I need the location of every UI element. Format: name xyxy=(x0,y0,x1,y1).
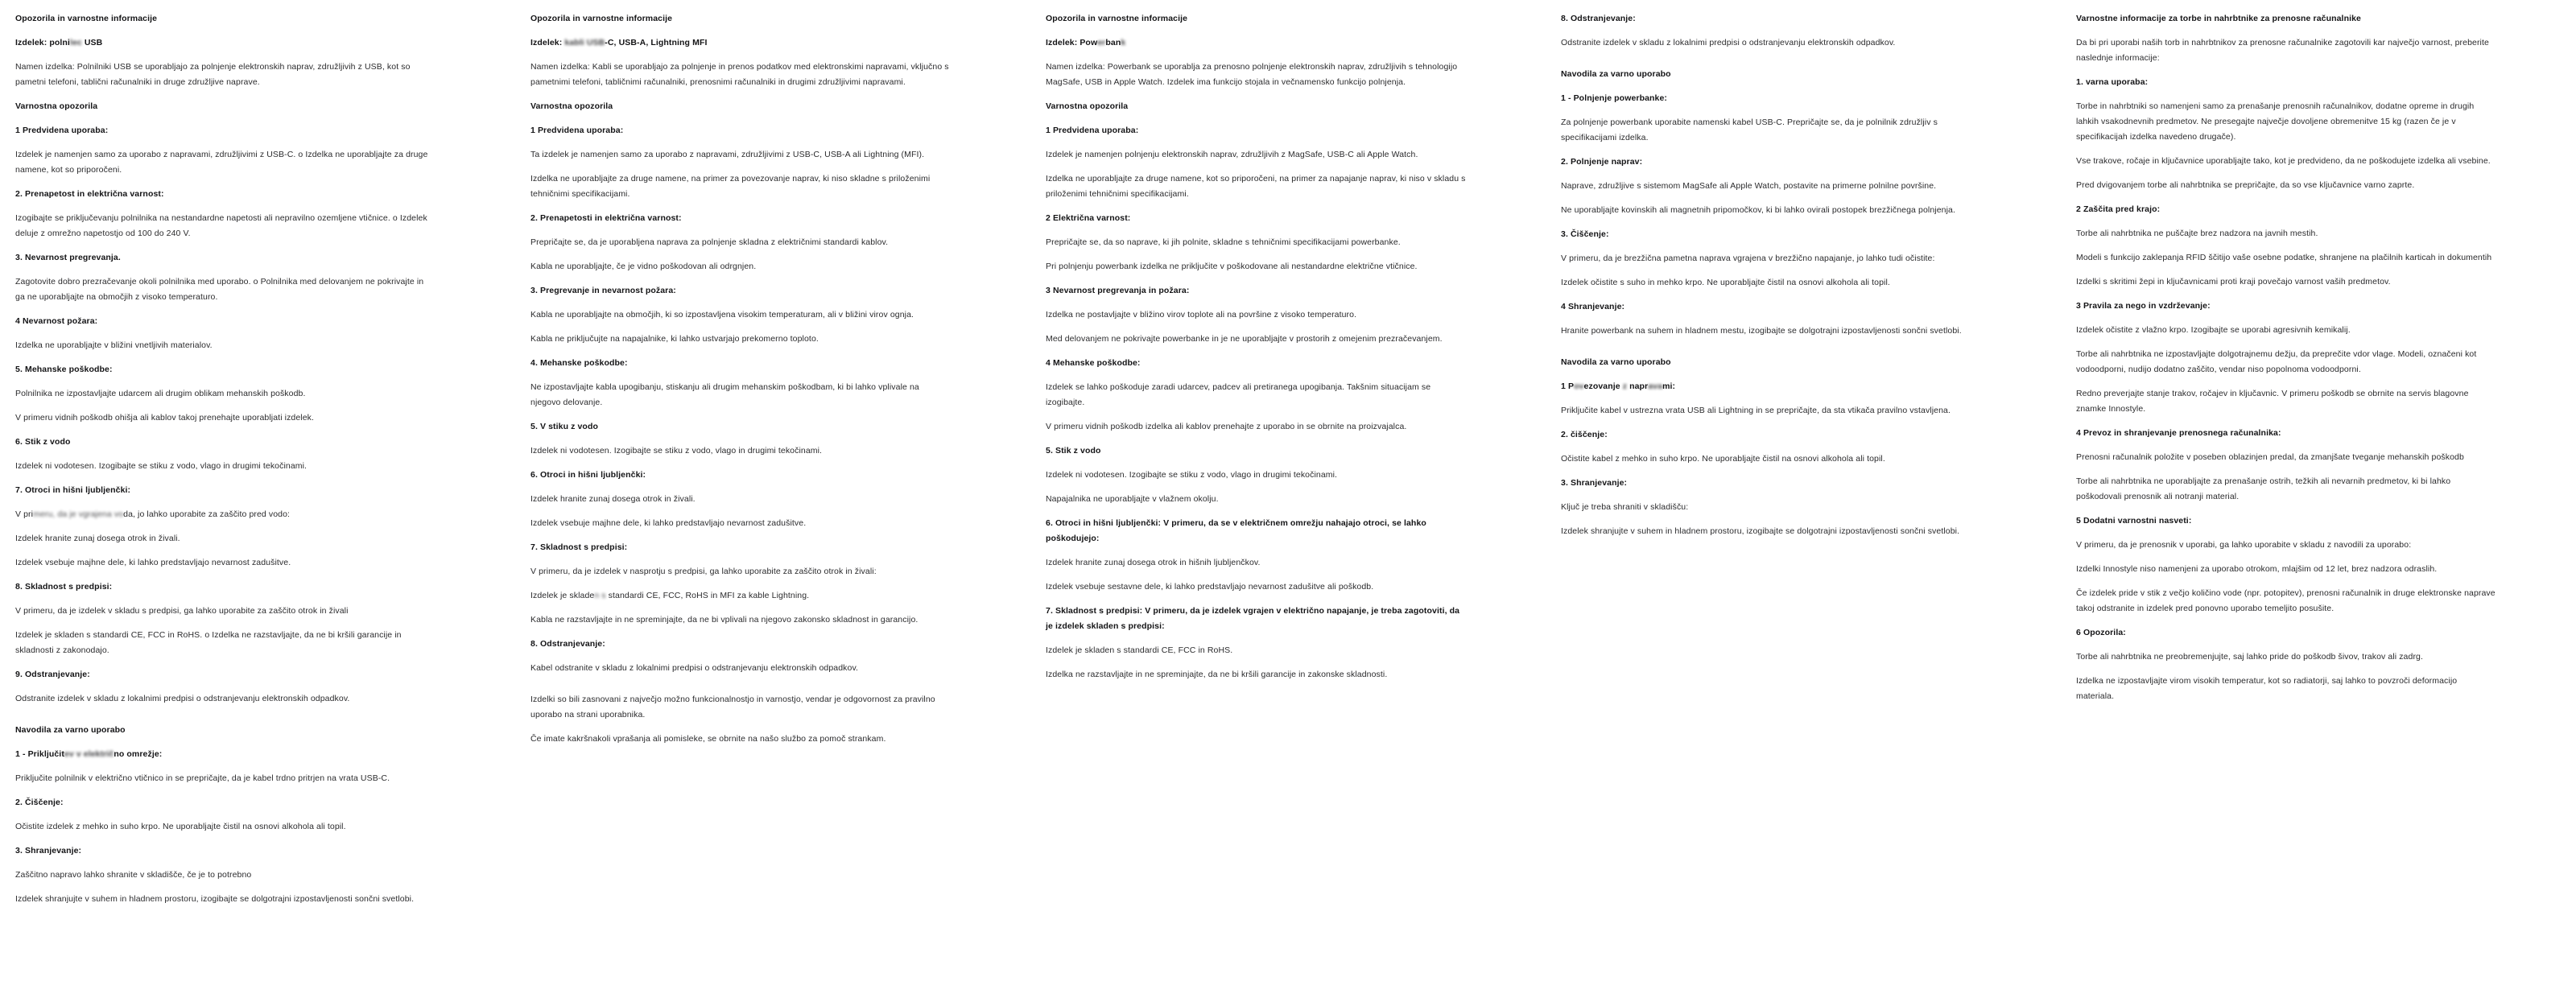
paragraph: Kabla ne razstavljajte in ne spreminjajte, da ne bi vplivali na njegovo zakonsko skladnost in garancijo. xyxy=(530,615,919,625)
paragraph: Izdelek shranjujte v suhem in hladnem prostoru, izogibajte se dolgotrajni izpostavljenosti sončni svetlobi. xyxy=(1561,526,1960,536)
blurred-text: z xyxy=(1622,381,1628,391)
section-heading: 8. Skladnost s predpisi: xyxy=(15,582,113,592)
section-heading: 4 Mehanske poškodbe: xyxy=(1046,358,1141,368)
paragraph: Torbe in nahrbtniki so namenjeni samo za prenašanje prenosnih računalnikov, dodatne opreme in drugih lahkih vsakodnevnih predmetov. Ne presegajte največje dovoljene obremenitve 15 kg (razen če je v specifikacijah izdelka navedeno drugače). xyxy=(2076,101,2475,142)
text-segment: Izdelek: polni xyxy=(15,38,70,47)
text-segment: Izdelek: xyxy=(530,38,565,47)
paragraph: Torbe ali nahrbtnika ne izpostavljajte dolgotrajnemu dežju, da preprečite vdor vlage. Modeli, označeni kot vodoodporni, nudijo dodatno zaščito, vendar niso popolnoma vodoodporni. xyxy=(2076,349,2477,374)
section-heading: 2. Polnjenje naprav: xyxy=(1561,157,1643,167)
paragraph: Med delovanjem ne pokrivajte powerbanke in je ne uporabljajte v prostorih z omejenim prezračevanjem. xyxy=(1046,334,1443,344)
blurred-text: lec xyxy=(69,38,82,47)
text-segment: 1 - Priključit xyxy=(15,749,64,759)
paragraph: Za polnjenje powerbank uporabite namenski kabel USB-C. Prepričajte se, da je polnilnik združljiv s specifikacijami izdelka. xyxy=(1561,118,1938,142)
section-heading xyxy=(530,35,951,51)
section-heading: Navodila za varno uporabo xyxy=(15,725,126,735)
paragraph: Odstranite izdelek v skladu z lokalnimi predpisi o odstranjevanju elektronskih odpadkov. xyxy=(1561,38,1896,47)
paragraph: Namen izdelka: Kabli se uporabljajo za polnjenje in prenos podatkov med elektronskimi napravami, vključno s pametnimi telefoni, tabličnimi računalniki, prenosnimi računalniki in drugimi združljivimi napravami. xyxy=(530,62,949,87)
paragraph: Izdelka ne razstavljajte in ne spreminjajte, da ne bi kršili garancije in zakonske skladnosti. xyxy=(1046,670,1388,679)
paragraph: Kabla ne priključujte na napajalnike, ki lahko ustvarjajo prekomerno toploto. xyxy=(530,334,819,344)
blurred-text: ava xyxy=(1648,381,1663,391)
paragraph: Ključ je treba shraniti v skladišču: xyxy=(1561,502,1689,512)
paragraph: Prepričajte se, da so naprave, ki jih polnite, skladne s tehničnimi specifikacijami powerbanke. xyxy=(1046,237,1401,247)
paragraph: Priključite kabel v ustrezna vrata USB ali Lightning in se prepričajte, da sta vtikača pravilno vstavljena. xyxy=(1561,406,1951,415)
section-heading xyxy=(1561,379,1981,394)
paragraph: Torbe ali nahrbtnika ne uporabljajte za prenašanje ostrih, težkih ali nevarnih predmetov, ki bi lahko poškodovali prenosnik ali notranji material. xyxy=(2076,476,2451,501)
section-heading: 9. Odstranjevanje: xyxy=(15,670,90,679)
text-segment: ezovanje xyxy=(1583,381,1623,391)
paragraph: Izdelek ni vodotesen. Izogibajte se stiku z vodo, vlago in drugimi tekočinami. xyxy=(530,446,823,456)
section-heading: 3. Pregrevanje in nevarnost požara: xyxy=(530,286,676,295)
paragraph: V primeru, da je izdelek v nasprotju s predpisi, ga lahko uporabite za zaščito otrok in živali: xyxy=(530,567,877,576)
col-usb-cables xyxy=(530,11,951,756)
section-heading: 2. Prenapetosti in električna varnost: xyxy=(530,213,682,223)
section-heading: Navodila za varno uporabo xyxy=(1561,69,1671,79)
section-heading: 8. Odstranjevanje: xyxy=(530,639,605,649)
text-segment: Izdelek: Pow xyxy=(1046,38,1098,47)
section-heading: 6. Otroci in hišni ljubljenčki: V primeru, da se v električnem omrežju nahajajo otroci, se lahko poškodujejo: xyxy=(1046,518,1426,543)
paragraph: Izdelek shranjujte v suhem in hladnem prostoru, izogibajte se dolgotrajni izpostavljenosti sončni svetlobi. xyxy=(15,894,415,904)
paragraph: Izdelek hranite zunaj dosega otrok in živali. xyxy=(15,534,180,543)
section-heading: Navodila za varno uporabo xyxy=(1561,357,1671,367)
paragraph: Izdelek se lahko poškoduje zaradi udarcev, padcev ali pretiranega upogibanja. Takšnim situacijam se izogibajte. xyxy=(1046,382,1431,407)
paragraph: Vse trakove, ročaje in ključavnice uporabljajte tako, kot je predvideno, da ne poškodujete izdelka ali vsebine. xyxy=(2076,156,2491,166)
paragraph: V primeru vidnih poškodb ohišja ali kablov takoj prenehajte uporabljati izdelek. xyxy=(15,413,315,423)
paragraph: Izdelek očistite z vlažno krpo. Izogibajte se uporabi agresivnih kemikalij. xyxy=(2076,325,2351,335)
text-segment: napr xyxy=(1627,381,1649,391)
paragraph: V primeru vidnih poškodb izdelka ali kablov prenehajte z uporabo in se obrnite na proizvajalca. xyxy=(1046,422,1407,431)
paragraph: Izdelek ni vodotesen. Izogibajte se stiku z vodo, vlago in drugimi tekočinami. xyxy=(15,461,308,471)
paragraph: Izdelek vsebuje majhne dele, ki lahko predstavljajo nevarnost zadušitve. xyxy=(15,558,291,567)
paragraph: Prenosni računalnik položite v poseben oblazinjen predal, da zmanjšate tveganje mehanskih poškodb xyxy=(2076,452,2464,462)
paragraph: Izdelek vsebuje majhne dele, ki lahko predstavljajo nevarnost zadušitve. xyxy=(530,518,807,528)
paragraph: Izdelki so bili zasnovani z največjo možno funkcionalnostjo in varnostjo, vendar je odgovornost za pravilno uporabo na strani uporabnika. xyxy=(530,695,935,719)
text-segment: USB xyxy=(81,38,103,47)
section-heading: 5. Mehanske poškodbe: xyxy=(15,365,113,374)
col-powerbank xyxy=(1046,11,1466,691)
section-heading: 2. čiščenje: xyxy=(1561,430,1608,439)
text-segment: 1 P xyxy=(1561,381,1575,391)
paragraph: Ne izpostavljajte kabla upogibanju, stiskanju ali drugim mehanskim poškodbam, ki bi lahko vplivale na njegovo delovanje. xyxy=(530,382,919,407)
section-heading xyxy=(15,747,436,762)
col-usb-charger xyxy=(15,11,436,916)
paragraph: Očistite izdelek z mehko in suho krpo. Ne uporabljajte čistil na osnovi alkohola ali topil. xyxy=(15,822,346,831)
paragraph: Izdelek hranite zunaj dosega otrok in hišnih ljubljenčkov. xyxy=(1046,558,1261,567)
document-title: Opozorila in varnostne informacije xyxy=(15,14,158,23)
section-heading: 4 Prevoz in shranjevanje prenosnega računalnika: xyxy=(2076,428,2281,438)
text-segment: V pri xyxy=(15,509,34,519)
section-heading: Varnostna opozorila xyxy=(530,101,613,111)
section-heading: 3 Pravila za nego in vzdrževanje: xyxy=(2076,301,2211,311)
paragraph xyxy=(530,588,951,604)
paragraph: Prepričajte se, da je uporabljena naprava za polnjenje skladna z električnimi standardi kablov. xyxy=(530,237,889,247)
section-heading: 5. V stiku z vodo xyxy=(530,422,598,431)
section-heading: 6. Otroci in hišni ljubljenčki: xyxy=(530,470,646,480)
section-heading: 1. varna uporaba: xyxy=(2076,77,2149,87)
text-segment: -C, USB-A, Lightning MFI xyxy=(605,38,708,47)
paragraph: Pri polnjenju powerbank izdelka ne priključite v poškodovane ali nestandardne električne vtičnice. xyxy=(1046,262,1418,271)
paragraph: Izdelka ne izpostavljajte virom visokih temperatur, kot so radiatorji, saj lahko to povzroči deformacijo materiala. xyxy=(2076,676,2458,701)
paragraph: Redno preverjajte stanje trakov, ročajev in ključavnic. V primeru poškodb se obrnite na servis blagovne znamke Innostyle. xyxy=(2076,389,2469,414)
paragraph: Izdelek je skladen s standardi CE, FCC in RoHS. xyxy=(1046,645,1233,655)
document-title: Varnostne informacije za torbe in nahrbtnike za prenosne računalnike xyxy=(2076,14,2361,23)
paragraph: Izdelka ne uporabljajte za druge namene, na primer za povezovanje naprav, ki niso skladne s priloženimi tehničnimi specifikacijami. xyxy=(530,174,931,199)
paragraph: Izdelek je namenjen samo za uporabo z napravami, združljivimi z USB-C. o Izdelka ne uporabljajte za druge namene, kot so priporočeni. xyxy=(15,150,428,175)
paragraph: Namen izdelka: Polnilniki USB se uporabljajo za polnjenje elektronskih naprav, združljivih z USB, kot so pametni telefoni, tablični računalniki in druge združljive naprave. xyxy=(15,62,411,87)
paragraph: Hranite powerbank na suhem in hladnem mestu, izogibajte se dolgotrajni izpostavljenosti sončni svetlobi. xyxy=(1561,326,1962,336)
section-heading: Varnostna opozorila xyxy=(15,101,98,111)
section-heading xyxy=(15,35,436,51)
section-heading: 1 Predvidena uporaba: xyxy=(15,126,109,135)
paragraph: Ta izdelek je namenjen samo za uporabo z napravami, združljivimi z USB-C, USB-A ali Lightning (MFI). xyxy=(530,150,925,159)
blurred-text: ev v električ xyxy=(64,749,114,759)
section-heading: 4 Shranjevanje: xyxy=(1561,302,1625,311)
text-segment: standardi CE, FCC, RoHS in MFI za kable Lightning. xyxy=(605,591,810,600)
text-segment: da, jo lahko uporabite za zaščito pred vodo: xyxy=(123,509,291,519)
col-powerbank-cable-care xyxy=(1561,11,1981,548)
section-heading: 7. Otroci in hišni ljubljenčki: xyxy=(15,485,131,495)
section-heading: 5 Dodatni varnostni nasveti: xyxy=(2076,516,2192,526)
paragraph: Zagotovite dobro prezračevanje okoli polnilnika med uporabo. o Polnilnika med delovanjem ne pokrivajte in ga ne uporabljajte na območjih z visoko temperaturo. xyxy=(15,277,424,302)
paragraph: Odstranite izdelek v skladu z lokalnimi predpisi o odstranjevanju elektronskih odpadkov. xyxy=(15,694,350,703)
section-heading: 7. Skladnost s predpisi: xyxy=(530,542,628,552)
section-heading: 2 Električna varnost: xyxy=(1046,213,1131,223)
paragraph: Kabel odstranite v skladu z lokalnimi predpisi o odstranjevanju elektronskih odpadkov. xyxy=(530,663,859,673)
paragraph: Izdelek vsebuje sestavne dele, ki lahko predstavljajo nevarnost zadušitve ali poškodb. xyxy=(1046,582,1374,592)
section-heading: 5. Stik z vodo xyxy=(1046,446,1101,456)
paragraph: Izdelek hranite zunaj dosega otrok in živali. xyxy=(530,494,696,504)
text-segment: no omrežje: xyxy=(114,749,163,759)
paragraph: Namen izdelka: Powerbank se uporablja za prenosno polnjenje elektronskih naprav, združljivih s tehnologijo MagSafe, USB in Apple Watch. Izdelek ima funkcijo stojala in večnamensko funkcijo polnjenja. xyxy=(1046,62,1458,87)
section-heading: 6 Opozorila: xyxy=(2076,628,2126,637)
paragraph: Naprave, združljive s sistemom MagSafe ali Apple Watch, postavite na primerne polnilne površine. xyxy=(1561,181,1937,191)
section-heading: Varnostna opozorila xyxy=(1046,101,1129,111)
paragraph: Izdelki Innostyle niso namenjeni za uporabo otrokom, mlajšim od 12 let, brez nadzora odraslih. xyxy=(2076,564,2438,574)
section-heading: 2. Prenapetost in električna varnost: xyxy=(15,189,164,199)
paragraph: Izdelki s skritimi žepi in ključavnicami proti kraji povečajo varnost vaših predmetov. xyxy=(2076,277,2391,287)
section-heading: 3. Nevarnost pregrevanja. xyxy=(15,253,121,262)
paragraph: Torbe ali nahrbtnika ne preobremenjujte, saj lahko pride do poškodb šivov, trakov ali zadrg. xyxy=(2076,652,2423,662)
section-heading: 4. Mehanske poškodbe: xyxy=(530,358,628,368)
paragraph: Če imate kakršnakoli vprašanja ali pomisleke, se obrnite na našo službo za pomoč strankam. xyxy=(530,734,886,744)
section-heading: 4 Nevarnost požara: xyxy=(15,316,98,326)
section-heading: 6. Stik z vodo xyxy=(15,437,71,447)
paragraph: Kabla ne uporabljajte, če je vidno poškodovan ali odrgnjen. xyxy=(530,262,757,271)
col-laptop-bags xyxy=(2076,11,2496,713)
section-heading: 1 Predvidena uporaba: xyxy=(1046,126,1139,135)
section-heading: 1 - Polnjenje powerbanke: xyxy=(1561,93,1668,103)
paragraph: V primeru, da je prenosnik v uporabi, ga lahko uporabite v skladu z navodili za uporabo: xyxy=(2076,540,2412,550)
blurred-text: er xyxy=(1097,38,1106,47)
paragraph: Polnilnika ne izpostavljajte udarcem ali drugim oblikam mehanskih poškodb. xyxy=(15,389,306,398)
section-heading: 3. Shranjevanje: xyxy=(15,846,82,856)
paragraph: Izdelka ne postavljajte v bližino virov toplote ali na površine z visoko temperaturo. xyxy=(1046,310,1357,320)
paragraph: Izdelek je namenjen polnjenju elektronskih naprav, združljivih z MagSafe, USB-C ali Apple Watch. xyxy=(1046,150,1418,159)
paragraph: V primeru, da je izdelek v skladu s predpisi, ga lahko uporabite za zaščito otrok in živali xyxy=(15,606,349,616)
paragraph: Kabla ne uporabljajte na območjih, ki so izpostavljena visokim temperaturam, ali v bližini virov ognja. xyxy=(530,310,914,320)
section-heading xyxy=(1046,35,1466,51)
paragraph: Modeli s funkcijo zaklepanja RFID ščitijo vaše osebne podatke, shranjene na plačilnih karticah in dokumentih xyxy=(2076,253,2492,262)
paragraph: Da bi pri uporabi naših torb in nahrbtnikov za prenosne računalnike zagotovili kar največjo varnost, preberite naslednje informacije: xyxy=(2076,38,2489,63)
blurred-text: ov xyxy=(1574,381,1584,391)
document-title: Opozorila in varnostne informacije xyxy=(1046,14,1188,23)
section-heading: 3 Nevarnost pregrevanja in požara: xyxy=(1046,286,1190,295)
paragraph: Napajalnika ne uporabljajte v vlažnem okolju. xyxy=(1046,494,1219,504)
paragraph: Izdelka ne uporabljajte za druge namene, kot so priporočeni, na primer za napajanje naprav, ki niso v skladu s priloženimi tehničnimi specifikacijami. xyxy=(1046,174,1466,199)
blurred-text: kabli USB xyxy=(564,38,605,47)
blurred-text: meru, da je vgrajena vo xyxy=(33,509,124,519)
blurred-text: n s xyxy=(594,591,606,600)
text-segment: ban xyxy=(1105,38,1121,47)
paragraph: V primeru, da je brezžična pametna naprava vgrajena v brezžično napajanje, jo lahko tudi očistite: xyxy=(1561,254,1935,263)
paragraph: Izogibajte se priključevanju polnilnika na nestandardne napetosti ali nepravilno ozemljene vtičnice. o Izdelek deluje z omrežno napetostjo od 100 do 240 V. xyxy=(15,213,427,238)
section-heading: 3. Čiščenje: xyxy=(1561,229,1609,239)
section-heading: 8. Odstranjevanje: xyxy=(1561,14,1636,23)
blurred-text: k xyxy=(1121,38,1126,47)
paragraph: Izdelka ne uporabljajte v bližini vnetljivih materialov. xyxy=(15,340,213,350)
paragraph: Če izdelek pride v stik z večjo količino vode (npr. potopitev), prenosni računalnik in druge elektronske naprave takoj odstranite in izdelek pred ponovno uporabo temeljito posušite. xyxy=(2076,588,2496,613)
paragraph: Zaščitno napravo lahko shranite v skladišče, če je to potrebno xyxy=(15,870,252,880)
section-heading: 1 Predvidena uporaba: xyxy=(530,126,624,135)
document-title: Opozorila in varnostne informacije xyxy=(530,14,673,23)
paragraph: Ne uporabljajte kovinskih ali magnetnih pripomočkov, ki bi lahko ovirali postopek brezžičnega polnjenja. xyxy=(1561,205,1955,215)
section-heading: 2. Čiščenje: xyxy=(15,798,64,807)
paragraph: Izdelek je skladen s standardi CE, FCC in RoHS. o Izdelka ne razstavljajte, da ne bi kršili garancije in skladnosti z zakonodajo. xyxy=(15,630,402,655)
text-segment: Izdelek je sklade xyxy=(530,591,595,600)
paragraph: Izdelek ni vodotesen. Izogibajte se stiku z vodo, vlago in drugimi tekočinami. xyxy=(1046,470,1338,480)
text-segment: mi: xyxy=(1662,381,1676,391)
paragraph: Očistite kabel z mehko in suho krpo. Ne uporabljajte čistil na osnovi alkohola ali topil. xyxy=(1561,454,1885,464)
paragraph: Pred dvigovanjem torbe ali nahrbtnika se prepričajte, da so vse ključavnice varno zaprte. xyxy=(2076,180,2415,190)
paragraph: Priključite polnilnik v električno vtičnico in se prepričajte, da je kabel trdno pritrjen na vrata USB-C. xyxy=(15,773,390,783)
paragraph: Izdelek očistite s suho in mehko krpo. Ne uporabljajte čistil na osnovi alkohola ali topil. xyxy=(1561,278,1890,287)
paragraph xyxy=(15,507,436,522)
paragraph: Torbe ali nahrbtnika ne puščajte brez nadzora na javnih mestih. xyxy=(2076,229,2318,238)
section-heading: 7. Skladnost s predpisi: V primeru, da je izdelek vgrajen v električno napajanje, je treba zagotoviti, da je izdelek skladen s predpisi: xyxy=(1046,606,1460,631)
section-heading: 3. Shranjevanje: xyxy=(1561,478,1628,488)
section-heading: 2 Zaščita pred krajo: xyxy=(2076,204,2161,214)
